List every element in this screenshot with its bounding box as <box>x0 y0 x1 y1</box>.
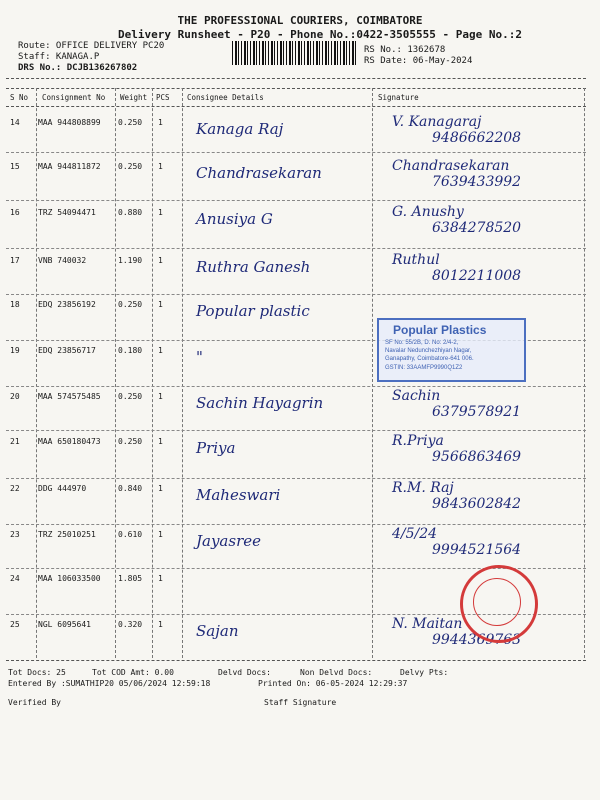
non-delivered-docs: Non Delvd Docs: <box>300 668 373 677</box>
col-header-consignment: Consignment No <box>42 93 106 102</box>
column-line <box>182 88 183 658</box>
row-sno: 17 <box>10 256 20 265</box>
row-weight: 0.610 <box>118 530 143 539</box>
row-consignee-name: Ruthra Ganesh <box>196 258 311 276</box>
row-weight: 0.180 <box>118 346 143 355</box>
row-consignment-no: MAA 944811872 <box>38 162 101 171</box>
row-sno: 22 <box>10 484 20 493</box>
barcode <box>232 41 358 65</box>
company-name: THE PROFESSIONAL COURIERS, COIMBATORE <box>177 14 423 27</box>
printed-on: Printed On: 06-05-2024 12:29:37 <box>258 679 408 688</box>
runsheet-title: Delivery Runsheet - P20 - Phone No.:0422-3505555 - Page No.:2 <box>118 28 522 41</box>
row-consignee-name: Sachin Hayagrin <box>196 394 324 412</box>
stamp-line: Navalar Nedunchezhiyan Nagar, <box>385 348 472 354</box>
staff-label: Staff: KANAGA.P <box>18 52 100 62</box>
row-weight: 1.805 <box>118 574 143 583</box>
row-phone: 9994521564 <box>432 542 522 558</box>
row-divider <box>6 294 586 295</box>
row-signature: R.M. Raj <box>392 480 454 496</box>
row-pcs: 1 <box>158 300 163 309</box>
divider <box>6 78 586 79</box>
divider <box>6 88 586 89</box>
row-signature: N. Maitan <box>392 616 463 632</box>
divider <box>6 660 586 661</box>
row-pcs: 1 <box>158 118 163 127</box>
row-pcs: 1 <box>158 162 163 171</box>
row-weight: 0.250 <box>118 162 143 171</box>
row-sno: 24 <box>10 574 20 583</box>
row-consignee-name: Sajan <box>196 622 239 640</box>
row-divider <box>6 248 586 249</box>
stamp-line: Ganapathy, Coimbatore-641 006. <box>385 356 474 362</box>
row-phone: 9566863469 <box>432 449 522 465</box>
row-pcs: 1 <box>158 437 163 446</box>
row-weight: 0.320 <box>118 620 143 629</box>
row-consignment-no: MAA 944808899 <box>38 118 101 127</box>
divider <box>6 106 586 107</box>
row-signature: V. Kanagaraj <box>392 114 482 130</box>
row-phone: 7639433992 <box>432 174 522 190</box>
row-weight: 0.250 <box>118 300 143 309</box>
row-sno: 20 <box>10 392 20 401</box>
route-label: Route: OFFICE DELIVERY PC20 <box>18 41 165 51</box>
row-divider <box>6 524 586 525</box>
row-weight: 0.250 <box>118 118 143 127</box>
row-consignee-name: Anusiya G <box>196 210 273 228</box>
row-consignment-no: MAA 574575485 <box>38 392 101 401</box>
row-divider <box>6 386 586 387</box>
row-phone: 8012211008 <box>432 268 522 284</box>
verified-by: Verified By <box>8 698 61 707</box>
total-cod: Tot COD Amt: 0.00 <box>92 668 174 677</box>
row-signature: G. Anushy <box>392 204 464 220</box>
row-signature: 4/5/24 <box>392 526 438 542</box>
delivered-docs: Delvd Docs: <box>218 668 271 677</box>
row-pcs: 1 <box>158 620 163 629</box>
round-seal <box>460 565 538 643</box>
row-divider <box>6 152 586 153</box>
row-pcs: 1 <box>158 346 163 355</box>
row-consignment-no: EDQ 23856717 <box>38 346 96 355</box>
row-phone: 9843602842 <box>432 496 522 512</box>
row-consignee-name: Popular plastic <box>196 302 310 320</box>
row-consignment-no: MAA 650180473 <box>38 437 101 446</box>
row-consignment-no: EDQ 23856192 <box>38 300 96 309</box>
row-consignment-no: MAA 106033500 <box>38 574 101 583</box>
row-sno: 18 <box>10 300 20 309</box>
row-sno: 16 <box>10 208 20 217</box>
column-line <box>152 88 153 658</box>
row-phone: 6379578921 <box>432 404 522 420</box>
row-pcs: 1 <box>158 392 163 401</box>
rs-number: RS No.: 1362678 <box>364 45 446 55</box>
row-consignee-name: Kanaga Raj <box>196 120 284 138</box>
row-consignee-name: Priya <box>196 439 236 457</box>
row-pcs: 1 <box>158 256 163 265</box>
row-pcs: 1 <box>158 530 163 539</box>
row-consignee-name: Maheswari <box>196 486 281 504</box>
row-sno: 14 <box>10 118 20 127</box>
row-pcs: 1 <box>158 574 163 583</box>
row-consignee-name: Chandrasekaran <box>196 164 322 182</box>
row-divider <box>6 200 586 201</box>
row-sno: 25 <box>10 620 20 629</box>
delivery-points: Delvy Pts: <box>400 668 449 677</box>
drs-number: DRS No.: DCJB136267802 <box>18 63 138 73</box>
row-consignment-no: DDG 444970 <box>38 484 87 493</box>
column-line <box>36 88 37 658</box>
stamp-line: SF No: 55/2B, D. No: 2/4-2, <box>385 340 459 346</box>
row-phone: 6384278520 <box>432 220 522 236</box>
col-header-weight: Weight <box>120 93 148 102</box>
row-sno: 19 <box>10 346 20 355</box>
column-line <box>584 88 585 658</box>
staff-signature: Staff Signature <box>264 698 337 707</box>
row-weight: 1.190 <box>118 256 143 265</box>
row-weight: 0.250 <box>118 437 143 446</box>
row-divider <box>6 430 586 431</box>
row-signature: Ruthul <box>392 252 440 268</box>
company-stamp <box>377 318 526 382</box>
row-pcs: 1 <box>158 484 163 493</box>
rs-date: RS Date: 06-May-2024 <box>364 56 473 66</box>
row-weight: 0.840 <box>118 484 143 493</box>
col-header-signature: Signature <box>378 93 419 102</box>
col-header-pcs: PCS <box>156 93 170 102</box>
row-weight: 0.250 <box>118 392 143 401</box>
row-weight: 0.880 <box>118 208 143 217</box>
row-phone: 9944369763 <box>432 632 522 648</box>
row-sno: 21 <box>10 437 20 446</box>
row-signature: Chandrasekaran <box>392 158 510 174</box>
row-consignment-no: TRZ 25010251 <box>38 530 96 539</box>
row-signature: R.Priya <box>392 433 444 449</box>
total-docs: Tot Docs: 25 <box>8 668 66 677</box>
row-consignment-no: TRZ 54094471 <box>38 208 96 217</box>
entered-by: Entered By :SUMATHIP20 05/06/2024 12:59:18 <box>8 679 211 688</box>
row-consignment-no: VNB 740032 <box>38 256 87 265</box>
row-sno: 23 <box>10 530 20 539</box>
row-signature: Sachin <box>392 388 441 404</box>
row-divider <box>6 478 586 479</box>
row-sno: 15 <box>10 162 20 171</box>
row-phone: 9486662208 <box>432 130 522 146</box>
stamp-line: GSTIN: 33AAMFP9990Q1Z2 <box>385 365 463 371</box>
stamp-name: Popular Plastics <box>393 323 487 337</box>
col-header-sno: S No <box>10 93 29 102</box>
row-pcs: 1 <box>158 208 163 217</box>
row-consignment-no: NGL 6095641 <box>38 620 91 629</box>
row-consignee-name: " <box>196 348 203 366</box>
column-line <box>115 88 116 658</box>
row-consignee-name: Jayasree <box>196 532 261 550</box>
col-header-consignee: Consignee Details <box>187 93 264 102</box>
column-line <box>372 88 373 658</box>
